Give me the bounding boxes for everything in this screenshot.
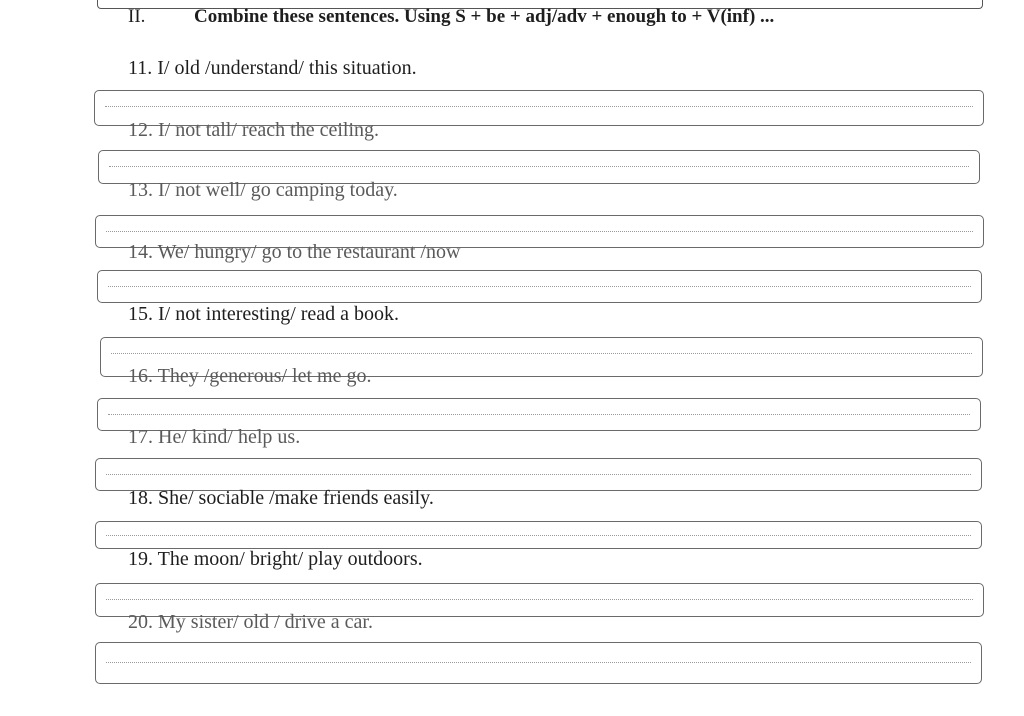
question-20: 20. My sister/ old / drive a car. (128, 611, 373, 633)
section-heading (128, 4, 774, 30)
question-17: 17. He/ kind/ help us. (128, 426, 301, 448)
answer-dotted-line (108, 286, 971, 287)
answer-dotted-line (109, 166, 969, 167)
question-18: 18. She/ sociable /make friends easily. (128, 487, 434, 509)
question-11: 11. I/ old /understand/ this situation. (128, 57, 417, 79)
question-19: 19. The moon/ bright/ play outdoors. (128, 548, 423, 570)
answer-dotted-line (106, 599, 973, 600)
answer-dotted-line (106, 662, 971, 663)
question-12: 12. I/ not tall/ reach the ceiling. (128, 119, 380, 141)
section-instruction: Combine these sentences. Using S + be + adj/adv + enough to + V(inf) ... (194, 6, 775, 27)
answer-box-18[interactable] (95, 521, 982, 549)
answer-dotted-line (108, 414, 970, 415)
answer-box-14[interactable] (97, 270, 982, 303)
answer-box-20[interactable] (95, 642, 982, 684)
answer-dotted-line (111, 353, 972, 354)
answer-dotted-line (106, 535, 971, 536)
question-16: 16. They /generous/ let me go. (128, 365, 372, 387)
answer-dotted-line (106, 474, 971, 475)
question-13: 13. I/ not well/ go camping today. (128, 179, 398, 201)
question-15: 15. I/ not interesting/ read a book. (128, 303, 400, 325)
answer-dotted-line (105, 106, 973, 107)
section-number: II. (128, 6, 146, 27)
question-14: 14. We/ hungry/ go to the restaurant /now (128, 241, 461, 263)
answer-dotted-line (106, 231, 973, 232)
